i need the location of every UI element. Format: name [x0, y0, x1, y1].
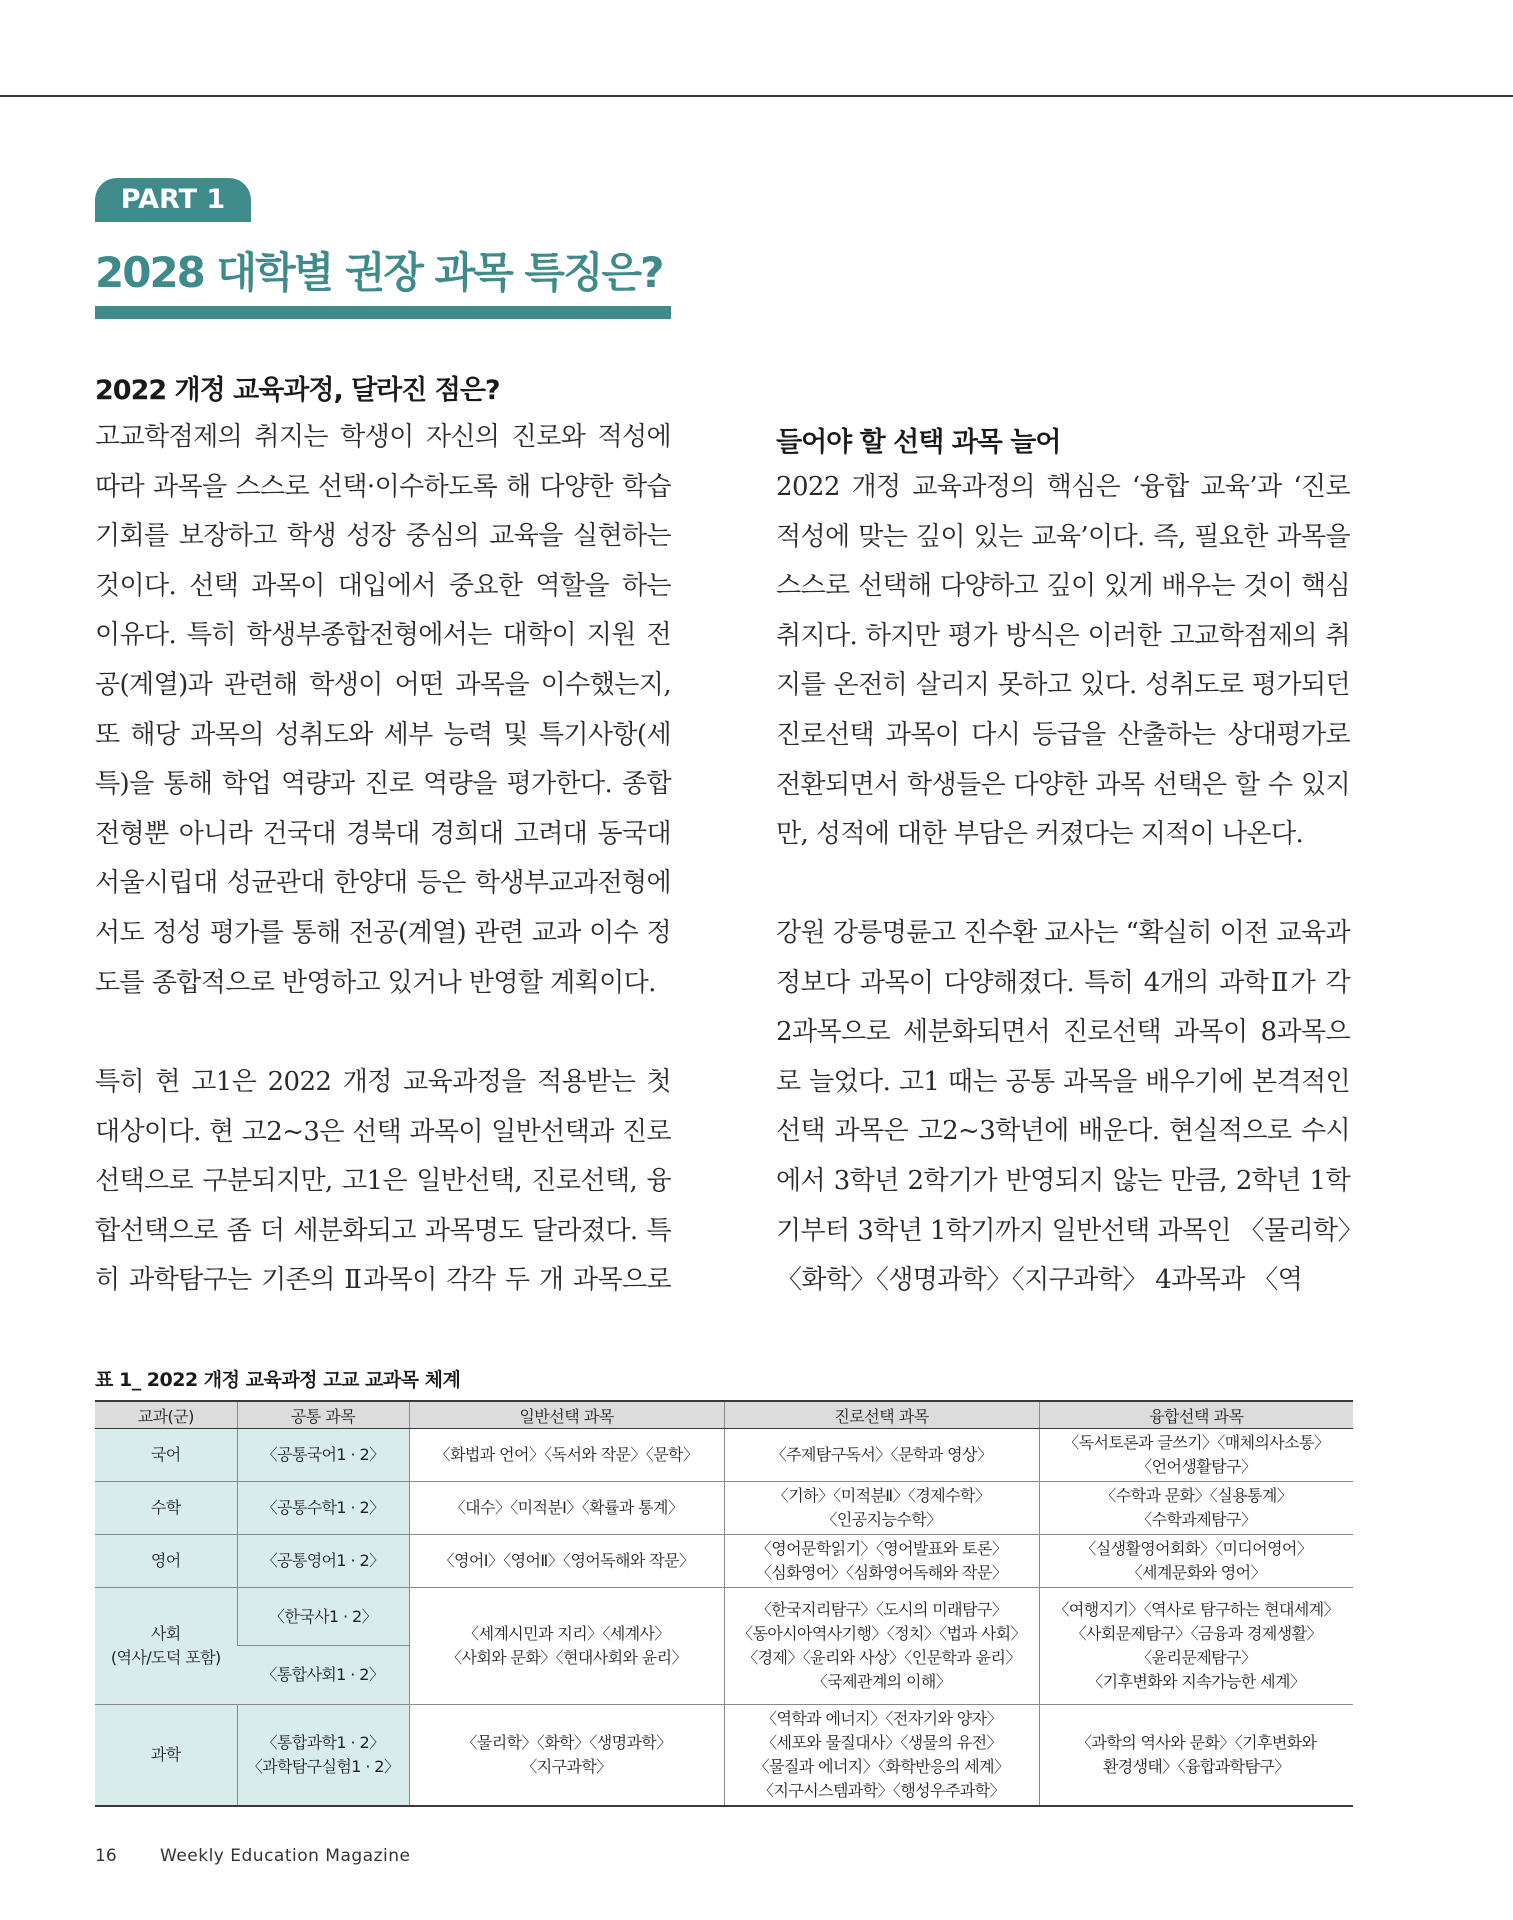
career-course-cell: [724, 1482, 1039, 1535]
body-paragraph: 강원 강릉명륜고 진수환 교사는 “확실히 이전 교육과정보다 과목이 다양해졌다. 특히 4개의 과학Ⅱ가 각 2과목으로 세분화되면서 진로선택 과목이 8과목으로 늘었다. 고1 때는 공통 과목을 배우기에 본격적인 선택 과목은 고2~3학년에 배운다. 현실적으로 수시에서 3학년 2학기가 반영되지 않는 만큼, 2학년 1학기부터 3학년 1학기까지 일반선택 과목인 〈물리학〉〈화학〉〈생명과학〉〈지구과학〉 4과목과 〈역: [776, 918, 1350, 1296]
fusion-course-cell: [1039, 1535, 1353, 1588]
page-title: 2028 대학별 권장 과목 특징은?: [95, 248, 663, 297]
page-number: 16: [95, 1846, 117, 1866]
body-paragraph: 고교학점제의 취지는 학생이 자신의 진로와 적성에 따라 과목을 스스로 선택·이수하도록 해 다양한 학습 기회를 보장하고 학생 성장 중심의 교육을 실현하는 것이다. 선택 과목이 대입에서 중요한 역할을 하는 이유다. 특히 학생부종합전형에서는 대학이 지원 전공(계열)과 관련해 학생이 어떤 과목을 이수했는지, 또 해당 과목의 성취도와 세부 능력 및 특기사항(세특)을 통해 학업 역량과 진로 역량을 평가한다. 종합전형뿐 아니라 건국대 경북대 경희대 고려대 동국대 서울시립대 성균관대 한양대 등은 학생부교과전형에서도 정성 평가를 통해 전공(계열) 관련 교과 이수 정도를 종합적으로 반영하고 있거나 반영할 계획이다.: [95, 422, 671, 998]
cell-line: 〈인공지능수학〉: [821, 1510, 942, 1529]
section-heading-elective-increase: 들어야 할 선택 과목 늘어: [776, 427, 1061, 458]
subject-cell: 영어: [95, 1535, 237, 1588]
column-header-general-elective: 일반선택 과목: [409, 1401, 724, 1429]
subject-cell: 과학: [95, 1705, 237, 1807]
column-header-fusion-elective: 융합선택 과목: [1039, 1401, 1353, 1429]
table-caption: 표 1_ 2022 개정 교육과정 고교 교과목 체계: [95, 1369, 461, 1391]
general-course-cell: [409, 1705, 724, 1807]
cell-line: 〈영어문학읽기〉〈영어발표와 토론〉: [755, 1539, 1008, 1558]
general-course-cell: 〈대수〉〈미적분Ⅰ〉〈확률과 통계〉: [409, 1482, 724, 1535]
common-course-cell: 〈공통영어1 · 2〉: [237, 1535, 409, 1588]
fusion-course-cell: [1039, 1482, 1353, 1535]
table-row-korean: [95, 1429, 1353, 1482]
career-course-cell: [724, 1705, 1039, 1807]
cell-line: 사회: [150, 1624, 181, 1643]
cell-line: 〈실생활영어회화〉〈미디어영어〉: [1080, 1539, 1313, 1558]
magazine-name: Weekly Education Magazine: [160, 1846, 411, 1866]
cell-line: 〈사회문제탐구〉〈금융과 경제생활〉: [1070, 1624, 1322, 1643]
fusion-course-cell: [1039, 1705, 1353, 1807]
subject-cell: 국어: [95, 1429, 237, 1482]
cell-line: 〈사회와 문화〉〈현대사회와 윤리〉: [446, 1648, 687, 1667]
cell-line: 〈역학과 에너지〉〈전자기와 양자〉: [761, 1709, 1002, 1728]
body-paragraph-continuation-window: [776, 165, 1350, 363]
cell-line: 〈독서토론과 글쓰기〉〈매체의사소통〉: [1063, 1433, 1330, 1452]
cell-line: 〈세계시민과 지리〉〈세계사〉: [463, 1624, 670, 1643]
table-row-english: [95, 1535, 1353, 1588]
cell-line: 〈세포와 물질대사〉〈생물의 유전〉: [761, 1733, 1002, 1752]
cell-line: 〈기후변화와 지속가능한 세계〉: [1087, 1672, 1306, 1691]
cell-line: 〈기하〉〈미적분Ⅱ〉〈경제수학〉: [772, 1486, 991, 1505]
curriculum-table: [95, 1400, 1353, 1807]
cell-line: 환경생태〉〈융합과학탐구〉: [1102, 1757, 1290, 1776]
cell-line: 〈과학의 역사와 문화〉〈기후변화와: [1076, 1733, 1317, 1752]
subject-cell: 수학: [95, 1482, 237, 1535]
cell-line: 〈여행지기〉〈역사로 탐구하는 현대세계〉: [1053, 1600, 1339, 1619]
column-header-subject-group: 교과(군): [95, 1401, 237, 1429]
fusion-course-cell: [1039, 1588, 1353, 1705]
career-course-cell: [724, 1588, 1039, 1705]
column-header-career-elective: 진로선택 과목: [724, 1401, 1039, 1429]
table-header-row: [95, 1401, 1353, 1429]
fusion-course-cell: [1039, 1429, 1353, 1482]
cell-line: 〈경제〉〈윤리와 사상〉〈인문학과 윤리〉: [742, 1648, 1021, 1667]
common-course-cell: 〈한국사1 · 2〉: [237, 1588, 409, 1646]
table-row-science: [95, 1705, 1353, 1807]
table-row-math: [95, 1482, 1353, 1535]
general-course-cell: [409, 1588, 724, 1705]
cell-line: 〈통합과학1 · 2〉: [261, 1733, 385, 1752]
cell-line: 〈국제관계의 이해〉: [811, 1672, 952, 1691]
part-badge: PART 1: [95, 178, 251, 222]
common-course-cell: 〈공통국어1 · 2〉: [237, 1429, 409, 1482]
cell-line: 〈물질과 에너지〉〈화학반응의 세계〉: [753, 1757, 1010, 1776]
table-row-social: [95, 1588, 1353, 1646]
cell-line: 〈동아시아역사기행〉〈정치〉〈법과 사회〉: [737, 1624, 1026, 1643]
title-underline: [95, 306, 671, 319]
career-course-cell: [724, 1535, 1039, 1588]
common-course-cell: [237, 1705, 409, 1807]
cell-line: 〈수학과 문화〉〈실용통계〉: [1100, 1486, 1293, 1505]
cell-line: 〈물리학〉〈화학〉〈생명과학〉: [461, 1733, 672, 1752]
career-course-cell: 〈주제탐구독서〉〈문학과 영상〉: [724, 1429, 1039, 1482]
cell-line: 〈한국지리탐구〉〈도시의 미래탐구〉: [755, 1600, 1008, 1619]
subject-cell: [95, 1588, 237, 1705]
cell-line: 〈지구시스템과학〉〈행성우주과학〉: [758, 1781, 1005, 1800]
general-course-cell: 〈영어Ⅰ〉〈영어Ⅱ〉〈영어독해와 작문〉: [409, 1535, 724, 1588]
cell-line: (역사/도덕 포함): [110, 1648, 221, 1667]
cell-line: 〈과학탐구실험1 · 2〉: [246, 1757, 400, 1776]
cell-line: 〈심화영어〉〈심화영어독해와 작문〉: [755, 1563, 1008, 1582]
cell-line: 〈수학과제탐구〉: [1136, 1510, 1257, 1529]
body-paragraph: 2022 개정 교육과정의 핵심은 ‘융합 교육’과 ‘진로 적성에 맞는 깊이 있는 교육’이다. 즉, 필요한 과목을 스스로 선택해 다양하고 깊이 있게 배우는 것이 핵심 취지다. 하지만 평가 방식은 이러한 고교학점제의 취지를 온전히 살리지 못하고 있다. 성취도로 평가되던 진로선택 과목이 다시 등급을 산출하는 상대평가로 전환되면서 학생들은 다양한 과목 선택은 할 수 있지만, 성적에 대한 부담은 커졌다는 지적이 나온다.: [776, 472, 1350, 850]
cell-line: 〈지구과학〉: [521, 1757, 612, 1776]
general-course-cell: 〈화법과 언어〉〈독서와 작문〉〈문학〉: [409, 1429, 724, 1482]
column-header-common: 공통 과목: [237, 1401, 409, 1429]
common-course-cell: 〈공통수학1 · 2〉: [237, 1482, 409, 1535]
cell-line: 〈언어생활탐구〉: [1136, 1457, 1257, 1476]
cell-line: 〈세계문화와 영어〉: [1126, 1563, 1266, 1582]
body-paragraph: 특히 현 고1은 2022 개정 교육과정을 적용받는 첫 대상이다. 현 고2~3은 선택 과목이 일반선택과 진로선택으로 구분되지만, 고1은 일반선택, 진로선택, 융합선택으로 좀 더 세분화되고 과목명도 달라졌다. 특히 과학탐구는 기존의 Ⅱ과목이 각각 두 개 과목으로: [95, 1067, 671, 1296]
cell-line: 〈윤리문제탐구〉: [1136, 1648, 1257, 1667]
common-course-cell: 〈통합사회1 · 2〉: [237, 1646, 409, 1705]
top-rule: [0, 95, 1513, 97]
section-heading-curriculum-changes: 2022 개정 교육과정, 달라진 점은?: [95, 375, 500, 406]
